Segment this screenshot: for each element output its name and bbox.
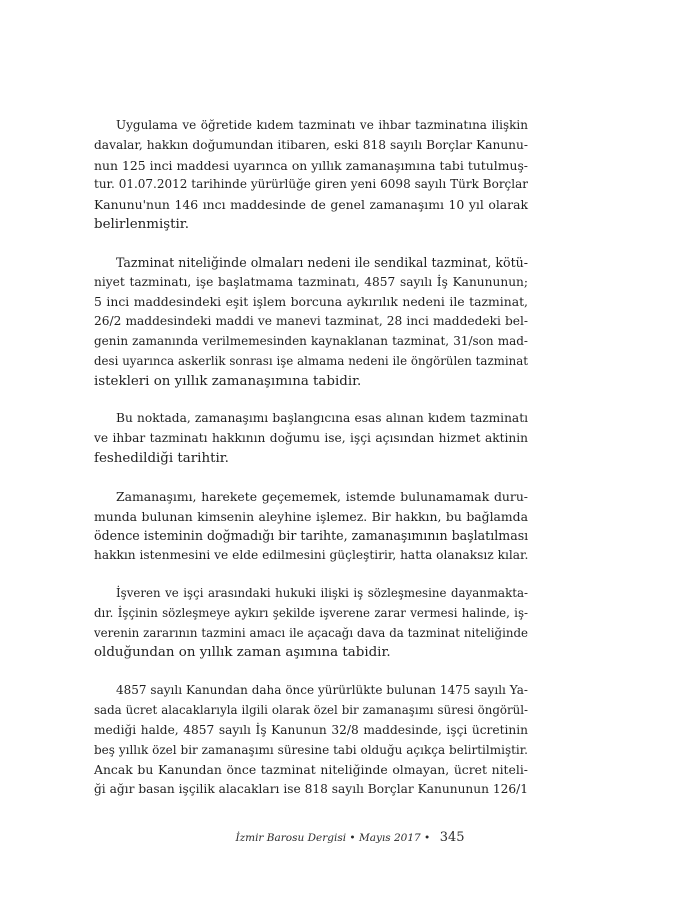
- text-line: Ancak bu Kanundan önce tazminat niteliğinde olmayan, ücret niteli-: [94, 762, 528, 778]
- body-text: [94, 116, 528, 818]
- text-line: niyet tazminatı, işe başlatmama tazminatı, 4857 sayılı İş Kanununun;: [94, 274, 528, 289]
- text-line: feshedildiği tarihtir.: [94, 450, 229, 466]
- page-number: 345: [439, 830, 465, 845]
- text-line: Zamanaşımı, harekete geçememek, istemde bulunamamak duru-: [116, 488, 528, 504]
- paragraph-3: [94, 409, 528, 468]
- text-line: dır. İşçinin sözleşmeye aykırı şekilde işverene zarar vermesi halinde, iş-: [94, 605, 528, 620]
- text-line: nun 125 inci maddesi uyarınca on yıllık zamanaşımına tabi tutulmuş-: [94, 157, 528, 173]
- text-line: Tazminat niteliğinde olmaları nedeni ile sendikal tazminat, kötü-: [116, 254, 528, 270]
- text-line: olduğundan on yıllık zaman aşımına tabidir.: [94, 645, 391, 661]
- text-line: İşveren ve işçi arasındaki hukuki ilişki iş sözleşmesine dayanmakta-: [116, 585, 528, 600]
- paragraph-1: [94, 116, 528, 235]
- paragraph-2: [94, 253, 528, 392]
- text-line: ve ihbar tazminatı hakkının doğumu ise, işçi açısından hizmet aktinin: [94, 431, 528, 446]
- text-line: Kanunu'nun 146 ıncı maddesinde de genel zamanaşımı 10 yıl olarak: [94, 197, 528, 213]
- text-line: 4857 sayılı Kanundan daha önce yürürlükte bulunan 1475 sayılı Ya-: [116, 683, 528, 698]
- text-line: genin zamanında verilmemesinden kaynaklanan tazminat, 31/son mad-: [94, 333, 528, 348]
- paragraph-4: [94, 487, 528, 566]
- text-line: 5 inci maddesindeki eşit işlem borcuna aykırılık nedeni ile tazminat,: [94, 294, 528, 310]
- page-footer: [0, 830, 700, 845]
- text-line: mediği halde, 4857 sayılı İş Kanunun 32/8 maddesinde, işçi ücretinin: [94, 722, 528, 737]
- paragraph-6: [94, 681, 528, 800]
- text-line: istekleri on yıllık zamanaşımına tabidir.: [94, 373, 362, 389]
- text-line: Bu noktada, zamanaşımı başlangıcına esas alınan kıdem tazminatı: [116, 411, 528, 426]
- text-line: davalar, hakkın doğumundan itibaren, eski 818 sayılı Borçlar Kanunu-: [94, 137, 528, 152]
- text-line: tur. 01.07.2012 tarihinde yürürlüğe giren yeni 6098 sayılı Türk Borçlar: [94, 177, 528, 192]
- text-line: ödence isteminin doğmadığı bir tarihte, zamanaşımının başlatılması: [94, 528, 529, 544]
- text-line: ği ağır basan işçilik alacakları ise 818 sayılı Borçlar Kanununun 126/1: [94, 782, 528, 797]
- text-line: beş yıllık özel bir zamanaşımı süresine tabi olduğu açıkça belirtilmiştir.: [94, 742, 528, 757]
- text-line: desi uyarınca askerlik sonrası işe almama nedeni ile öngörülen tazminat: [94, 353, 528, 368]
- paragraph-5: [94, 584, 528, 663]
- text-line: munda bulunan kimsenin aleyhine işlemez. Bir hakkın, bu bağlamda: [94, 508, 528, 524]
- journal-title: İzmir Barosu Dergisi • Mayıs 2017 •: [235, 832, 431, 844]
- text-line: belirlenmiştir.: [94, 216, 189, 232]
- text-line: Uygulama ve öğretide kıdem tazminatı ve ihbar tazminatına ilişkin: [116, 118, 528, 132]
- text-line: hakkın istenmesini ve elde edilmesini güçleştirir, hatta olanaksız kılar.: [94, 548, 529, 563]
- text-line: 26/2 maddesindeki maddi ve manevi tazminat, 28 inci maddedeki bel-: [94, 314, 528, 329]
- text-line: verenin zararının tazmini amacı ile açacağı dava da tazminat niteliğinde: [94, 625, 528, 640]
- text-line: sada ücret alacaklarıyla ilgili olarak özel bir zamanaşımı süresi öngörül-: [94, 702, 528, 717]
